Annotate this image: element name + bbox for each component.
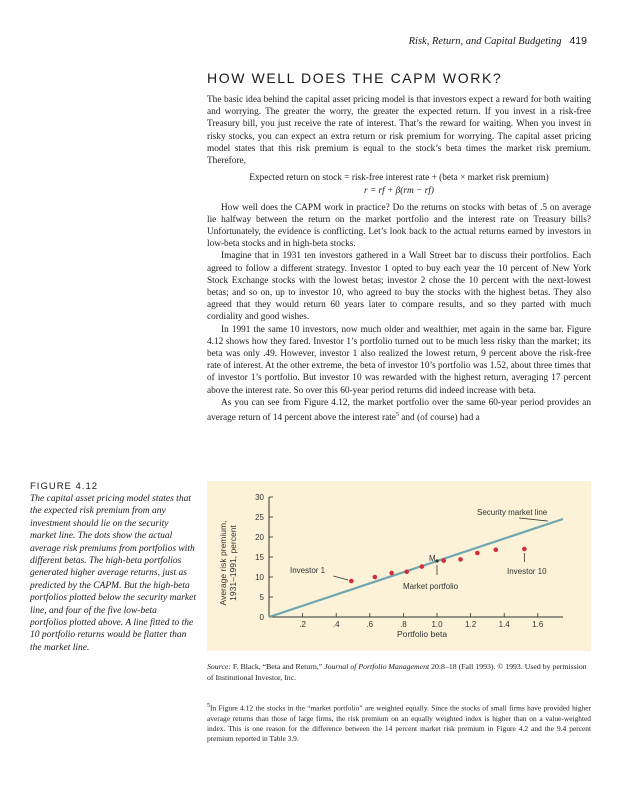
- investor-1-arrow: [333, 576, 348, 580]
- paragraph-3: Imagine that in 1931 ten investors gathered in a Wall Street bar to discuss their portfolios. Each agreed to follow a different strategy. Investor 1 opted to buy each year the 10 percent of New York Stock Exchange stocks with the lowest betas; investor 2 chose the 10 percent with the next-lowest betas; and so on, up to investor 10, who agreed to buy the stocks with the highest betas. They also agreed that they would return 60 years later to compare results, and so they parted with much cordiality and good wishes.: [207, 251, 591, 323]
- source-text-a: F. Black, “Beta and Return,”: [232, 662, 325, 671]
- y-axis-label-line2: 1931–1991, percent: [228, 525, 238, 601]
- investor-10-label: Investor 10: [507, 567, 547, 576]
- paragraph-5: [207, 397, 591, 425]
- paragraph-1: The basic idea behind the capital asset pricing model is that investors expect a reward for both waiting and worrying. The greater the worry, the greater the expected return. If you invest in a risk-free Treasury bill, you just receive the rate of interest. That’s the reward for waiting. When you invest in risky stocks, you can expect an extra return or risk premium for worrying. The capital asset pricing model states that this risk premium is equal to the stock’s beta times the market risk premium. Therefore,: [207, 95, 591, 167]
- running-header: [409, 35, 587, 47]
- source-text-b: 20:8–18 (Fall 1993). © 1993. Used by permission of Institutional Investor, Inc.: [207, 662, 587, 682]
- y-tick-label: 10: [255, 573, 264, 582]
- page-number: 419: [569, 35, 587, 47]
- portfolio-point-9: [494, 548, 499, 553]
- paragraph-4: In 1991 the same 10 investors, now much older and wealthier, met again in the same bar. Figure 4.12 shows how they fared. Investor 1’s portfolio turned out to be much less risky than the market; its beta was only .49. However, investor 1 also realized the lowest return, 9 percent above the risk-free rate of interest. At the other extreme, the beta of investor 10’s portfolio was 1.52, about three times that of investor 1’s portfolio. But investor 10 was rewarded with the highest return, averaging 17 percent above the interest rate. So over this 60-year period returns did indeed increase with beta.: [207, 324, 591, 396]
- portfolio-point-5: [420, 564, 425, 569]
- footnote-marker: 5: [207, 703, 210, 709]
- portfolio-point-4: [404, 570, 409, 575]
- x-tick-label: 1.2: [465, 620, 477, 629]
- footnote-text: In Figure 4.12 the stocks in the “market portfolio” are weighted equally. Since the stocks of small firms have provided higher average returns than those of large firms, the risk premium on an equally weighted index is higher than on a value-weighted index. This is one reason for the difference between the 14 percent market risk premium in Figure 4.2 and the 9.4 percent premium reported in Table 3.9.: [207, 703, 591, 744]
- portfolio-point-6: [441, 558, 446, 563]
- portfolio-point-10: [522, 547, 527, 552]
- chart-panel: [207, 481, 591, 651]
- market-portfolio-label: Market portfolio: [403, 582, 459, 591]
- x-axis-label: Portfolio beta: [396, 629, 448, 639]
- portfolio-point-3: [389, 571, 394, 576]
- body-text: [207, 94, 591, 424]
- paragraph-2: How well does the CAPM work in practice? Do the returns on stocks with betas of .5 on average lie halfway between the return on the market portfolio and the interest rate on Treasury bills? Unfortunately, the evidence is conflicting. Let’s look back to the actual returns earned by investors in low-beta stocks and in high-beta stocks.: [207, 202, 591, 250]
- figure-caption: The capital asset pricing model states that the expected risk premium from any investment should lie on the security market line. The dots show the actual average risk premiums from portfolios with different betas. The high-beta portfolios generated higher average returns, just as predicted by the CAPM. But the high-beta portfolios plotted below the security market line, and four of the five low-beta portfolios plotted above. A line fitted to the 10 portfolio returns would be flatter than the market line.: [30, 494, 196, 653]
- portfolio-point-1: [349, 579, 354, 584]
- running-title: Risk, Return, and Capital Budgeting: [408, 36, 562, 47]
- sml-label-leader: [519, 518, 548, 521]
- portfolio-point-2: [373, 575, 378, 580]
- y-tick-label: 15: [255, 553, 264, 562]
- y-tick-label: 0: [259, 613, 264, 622]
- portfolio-point-7: [458, 557, 463, 562]
- x-tick-label: .8: [400, 620, 407, 629]
- equation-words: Expected return on stock = risk-free interest rate + (beta × market risk premium): [249, 173, 549, 184]
- section-title: HOW WELL DOES THE CAPM WORK?: [207, 70, 503, 86]
- x-tick-label: .4: [332, 620, 340, 629]
- source-prefix: Source:: [207, 662, 233, 671]
- y-axis-label-line1: Average risk premium,: [218, 520, 228, 606]
- y-tick-label: 30: [255, 493, 264, 502]
- y-tick-label: 5: [259, 593, 264, 602]
- y-tick-label: 25: [255, 513, 264, 522]
- y-tick-label: 20: [255, 533, 264, 542]
- market-point: [435, 559, 438, 562]
- figure-source: [207, 661, 591, 683]
- x-tick-label: 1.0: [431, 620, 443, 629]
- x-tick-label: .6: [366, 620, 374, 629]
- paragraph-5-part-b: and (of course) had a: [398, 413, 480, 424]
- footnote: [207, 701, 591, 744]
- equation-symbolic: r = rf + β(rm − rf): [364, 186, 434, 197]
- x-tick-label: 1.4: [498, 620, 510, 629]
- x-tick-label: 1.6: [532, 620, 544, 629]
- sml-label: Security market line: [477, 508, 548, 517]
- portfolio-point-8: [475, 551, 480, 556]
- x-tick-label: .2: [299, 620, 306, 629]
- market-point-label: M: [429, 554, 436, 563]
- figure-label: FIGURE 4.12: [30, 481, 99, 492]
- source-journal: Journal of Portfolio Management: [324, 662, 430, 671]
- investor-1-label: Investor 1: [290, 566, 326, 575]
- footnote-ref: 5: [395, 412, 399, 419]
- security-market-line-chart: [207, 481, 591, 651]
- paragraph-5-part-a: As you can see from Figure 4.12, the market portfolio over the same 60-year period provides an average return of 14 percent above the interest rate: [207, 397, 591, 424]
